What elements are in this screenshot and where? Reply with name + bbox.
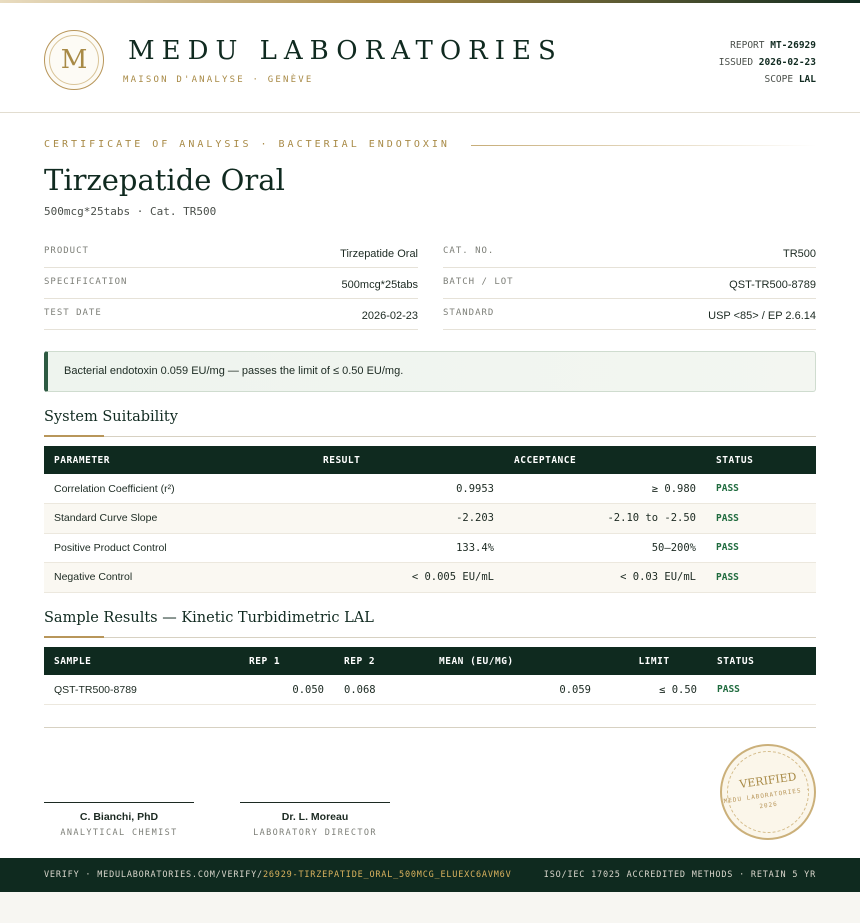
report-number-row bbox=[719, 37, 816, 54]
sample-results-table bbox=[44, 647, 816, 705]
result-cell: 0.9953 bbox=[313, 474, 504, 504]
signatory-role: LABORATORY DIRECTOR bbox=[253, 828, 377, 838]
acceptance-cell: < 0.03 EU/mL bbox=[504, 563, 706, 593]
result-banner bbox=[44, 351, 816, 392]
limit-cell: ≤ 0.50 bbox=[601, 675, 707, 705]
meta-key: TEST DATE bbox=[44, 308, 102, 318]
section-accent bbox=[44, 435, 104, 437]
footer bbox=[0, 858, 860, 892]
column-header: PARAMETER bbox=[44, 446, 313, 474]
seal-text: VERIFIED bbox=[738, 770, 798, 791]
issued-label: ISSUED bbox=[718, 57, 754, 68]
meta-value: 500mcg*25tabs bbox=[341, 279, 418, 291]
signature-line bbox=[240, 802, 390, 803]
table-header-row bbox=[44, 446, 816, 474]
meta-value: USP <85> / EP 2.6.14 bbox=[708, 310, 816, 322]
meta-right bbox=[443, 237, 816, 330]
section-divider bbox=[44, 436, 816, 437]
status-badge: PASS bbox=[706, 533, 816, 563]
meta-key: SPECIFICATION bbox=[44, 277, 128, 287]
sample-cell: QST-TR500-8789 bbox=[44, 675, 239, 705]
signatory-name: Dr. L. Moreau bbox=[281, 811, 349, 823]
meta-key: BATCH / LOT bbox=[443, 277, 514, 287]
parameter-cell: Positive Product Control bbox=[44, 533, 313, 563]
issued-row bbox=[719, 54, 816, 71]
bottom-margin bbox=[0, 892, 860, 923]
report-label: REPORT bbox=[730, 40, 765, 51]
rep1-cell: 0.050 bbox=[239, 675, 334, 705]
meta-left bbox=[44, 237, 418, 330]
column-header: STATUS bbox=[707, 647, 816, 675]
meta-key: CAT. NO. bbox=[443, 246, 495, 256]
page-title: Tirzepatide Oral bbox=[44, 163, 285, 197]
section-accent bbox=[44, 636, 104, 638]
system-suitability-table bbox=[44, 446, 816, 593]
column-header: MEAN (EU/MG) bbox=[429, 647, 601, 675]
mean-cell: 0.059 bbox=[429, 675, 601, 705]
verified-seal bbox=[720, 744, 816, 840]
certificate-label: CERTIFICATE OF ANALYSIS · BACTERIAL ENDOTOXIN bbox=[44, 139, 450, 150]
verify-prefix: VERIFY · MEDULABORATORIES.COM/VERIFY/ bbox=[44, 870, 263, 880]
column-header: SAMPLE bbox=[44, 647, 239, 675]
meta-row bbox=[443, 237, 816, 268]
table-header-row bbox=[44, 647, 816, 675]
signature-divider bbox=[44, 727, 816, 728]
meta-row bbox=[44, 237, 418, 268]
status-badge: PASS bbox=[706, 563, 816, 593]
result-cell: 133.4% bbox=[313, 533, 504, 563]
rep2-cell: 0.068 bbox=[334, 675, 429, 705]
issued-date: 2026-02-23 bbox=[758, 57, 816, 68]
column-header: REP 1 bbox=[239, 647, 334, 675]
brand-tagline: MAISON D'ANALYSE · GENÈVE bbox=[123, 75, 314, 85]
status-badge: PASS bbox=[706, 474, 816, 504]
column-header: REP 2 bbox=[334, 647, 429, 675]
result-banner-text: Bacterial endotoxin 0.059 EU/mg — passes the limit of ≤ 0.50 EU/mg. bbox=[64, 365, 404, 377]
column-header: ACCEPTANCE bbox=[504, 446, 706, 474]
parameter-cell: Negative Control bbox=[44, 563, 313, 593]
scope-row bbox=[719, 71, 816, 88]
acceptance-cell: ≥ 0.980 bbox=[504, 474, 706, 504]
acceptance-cell: 50–200% bbox=[504, 533, 706, 563]
meta-value: 2026-02-23 bbox=[361, 310, 418, 322]
page-subtitle: 500mcg*25tabs · Cat. TR500 bbox=[44, 205, 217, 218]
scope-label: SCOPE bbox=[764, 74, 794, 85]
logo-letter: M bbox=[49, 35, 99, 85]
system-suitability-title: System Suitability bbox=[44, 409, 178, 425]
meta-value: Tirzepatide Oral bbox=[340, 248, 418, 260]
table-row bbox=[44, 474, 816, 504]
acceptance-cell: -2.10 to -2.50 bbox=[504, 504, 706, 534]
status-badge: PASS bbox=[707, 675, 816, 705]
result-cell: < 0.005 EU/mL bbox=[313, 563, 504, 593]
table-row bbox=[44, 563, 816, 593]
parameter-cell: Standard Curve Slope bbox=[44, 504, 313, 534]
meta-row bbox=[443, 299, 816, 330]
meta-value: QST-TR500-8789 bbox=[729, 279, 816, 291]
signatory-name: C. Bianchi, PhD bbox=[79, 811, 159, 823]
meta-row bbox=[443, 268, 816, 299]
certificate-divider bbox=[471, 145, 816, 146]
meta-row bbox=[44, 299, 418, 330]
status-badge: PASS bbox=[706, 504, 816, 534]
meta-key: STANDARD bbox=[443, 308, 495, 318]
meta-value: TR500 bbox=[782, 248, 816, 260]
verify-code: 26929-TIRZEPATIDE_ORAL_500MCG_ELUEXC6AVM6V bbox=[262, 870, 512, 880]
signature-line bbox=[44, 802, 194, 803]
parameter-cell: Correlation Coefficient (r²) bbox=[44, 474, 313, 504]
signatory-role: ANALYTICAL CHEMIST bbox=[60, 828, 178, 838]
table-row bbox=[44, 675, 816, 705]
seal-subtext: MEDU LABORATORIES · 2026 bbox=[723, 785, 812, 811]
table-row bbox=[44, 533, 816, 563]
table-row bbox=[44, 504, 816, 534]
report-meta bbox=[719, 37, 816, 88]
meta-row bbox=[44, 268, 418, 299]
section-divider bbox=[44, 637, 816, 638]
sample-results-title: Sample Results — Kinetic Turbidimetric LAL bbox=[44, 610, 374, 626]
meta-key: PRODUCT bbox=[44, 246, 89, 256]
header bbox=[0, 3, 860, 113]
accreditation-note: ISO/IEC 17025 ACCREDITED METHODS · RETAIN 5 YR bbox=[543, 870, 816, 880]
column-header: RESULT bbox=[313, 446, 504, 474]
scope-value: LAL bbox=[798, 74, 816, 85]
column-header: STATUS bbox=[706, 446, 816, 474]
verify-link[interactable] bbox=[44, 870, 512, 880]
report-number: MT-26929 bbox=[770, 40, 816, 51]
brand-logo bbox=[44, 30, 104, 90]
result-cell: -2.203 bbox=[313, 504, 504, 534]
column-header: LIMIT bbox=[601, 647, 707, 675]
brand-name: MEDU LABORATORIES bbox=[128, 36, 563, 66]
